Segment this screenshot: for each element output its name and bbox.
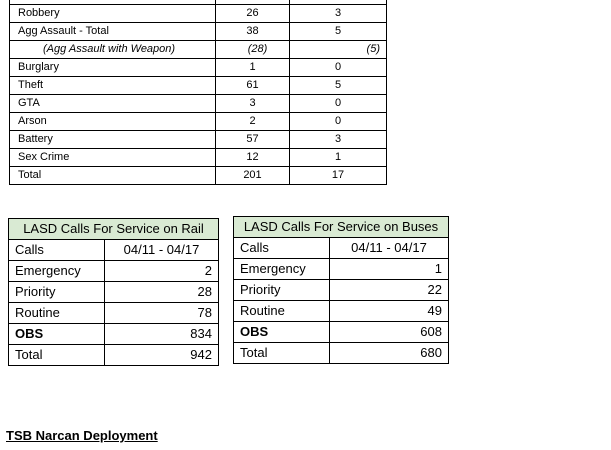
- table-row: [234, 301, 449, 322]
- table-row: [10, 59, 387, 77]
- calls-label: Calls: [9, 240, 105, 261]
- crime-value-a: 201: [216, 167, 290, 185]
- rail-calls-table: [8, 218, 219, 366]
- table-row: [234, 343, 449, 364]
- call-count: 608: [330, 322, 449, 343]
- table-row: [9, 303, 219, 324]
- crime-label: Robbery: [10, 5, 216, 23]
- table-row: [9, 261, 219, 282]
- crime-value-b: 0: [290, 95, 387, 113]
- crime-value-a: 1: [216, 59, 290, 77]
- crime-stats-table: [9, 0, 387, 185]
- crime-value-a: 61: [216, 77, 290, 95]
- call-count: 78: [105, 303, 219, 324]
- crime-value-b: 0: [290, 59, 387, 77]
- call-count: 28: [105, 282, 219, 303]
- call-count: 2: [105, 261, 219, 282]
- call-type-label: OBS: [9, 324, 105, 345]
- crime-value-a: 38: [216, 23, 290, 41]
- crime-value-a: 26: [216, 5, 290, 23]
- table-header: [234, 217, 449, 238]
- call-count: 834: [105, 324, 219, 345]
- table-row: [9, 282, 219, 303]
- table-row: [234, 259, 449, 280]
- call-count: 680: [330, 343, 449, 364]
- crime-value-b: (5): [290, 41, 387, 59]
- call-count: 49: [330, 301, 449, 322]
- crime-label: Theft: [10, 77, 216, 95]
- call-type-label: Emergency: [234, 259, 330, 280]
- call-type-label: Routine: [9, 303, 105, 324]
- call-type-label: Routine: [234, 301, 330, 322]
- bus-table-title: LASD Calls For Service on Buses: [234, 217, 449, 238]
- table-row: [9, 345, 219, 366]
- date-range: 04/11 - 04/17: [105, 240, 219, 261]
- date-range: 04/11 - 04/17: [330, 238, 449, 259]
- crime-value-a: 57: [216, 131, 290, 149]
- crime-label: Total: [10, 167, 216, 185]
- section-title: TSB Narcan Deployment: [6, 428, 158, 443]
- crime-label: Sex Crime: [10, 149, 216, 167]
- table-row: [234, 322, 449, 343]
- crime-value-b: 0: [290, 113, 387, 131]
- call-count: 1: [330, 259, 449, 280]
- crime-label: GTA: [10, 95, 216, 113]
- table-row: [10, 95, 387, 113]
- call-type-label: Emergency: [9, 261, 105, 282]
- calls-label: Calls: [234, 238, 330, 259]
- table-row: [10, 23, 387, 41]
- crime-label: Agg Assault - Total: [10, 23, 216, 41]
- call-type-label: Total: [234, 343, 330, 364]
- crime-label: Burglary: [10, 59, 216, 77]
- call-count: 942: [105, 345, 219, 366]
- bus-calls-table: [233, 216, 449, 364]
- crime-label: Battery: [10, 131, 216, 149]
- crime-value-b: 3: [290, 5, 387, 23]
- crime-label: (Agg Assault with Weapon): [10, 41, 216, 59]
- crime-value-b: 5: [290, 23, 387, 41]
- table-row: [234, 238, 449, 259]
- crime-value-b: 3: [290, 131, 387, 149]
- call-type-label: Priority: [9, 282, 105, 303]
- table-row: [9, 324, 219, 345]
- call-type-label: OBS: [234, 322, 330, 343]
- table-header: [9, 219, 219, 240]
- table-row: [10, 41, 387, 59]
- crime-value-b: 5: [290, 77, 387, 95]
- rail-table-title: LASD Calls For Service on Rail: [9, 219, 219, 240]
- table-row: [10, 5, 387, 23]
- crime-value-b: 1: [290, 149, 387, 167]
- crime-label: Arson: [10, 113, 216, 131]
- crime-value-a: 3: [216, 95, 290, 113]
- crime-value-a: 2: [216, 113, 290, 131]
- call-count: 22: [330, 280, 449, 301]
- crime-value-a: (28): [216, 41, 290, 59]
- table-row: [10, 149, 387, 167]
- call-type-label: Total: [9, 345, 105, 366]
- table-row: [10, 77, 387, 95]
- table-row: [10, 167, 387, 185]
- crime-value-b: 17: [290, 167, 387, 185]
- crime-value-a: 12: [216, 149, 290, 167]
- table-row: [10, 131, 387, 149]
- table-row: [9, 240, 219, 261]
- table-row: [10, 113, 387, 131]
- table-row: [234, 280, 449, 301]
- call-type-label: Priority: [234, 280, 330, 301]
